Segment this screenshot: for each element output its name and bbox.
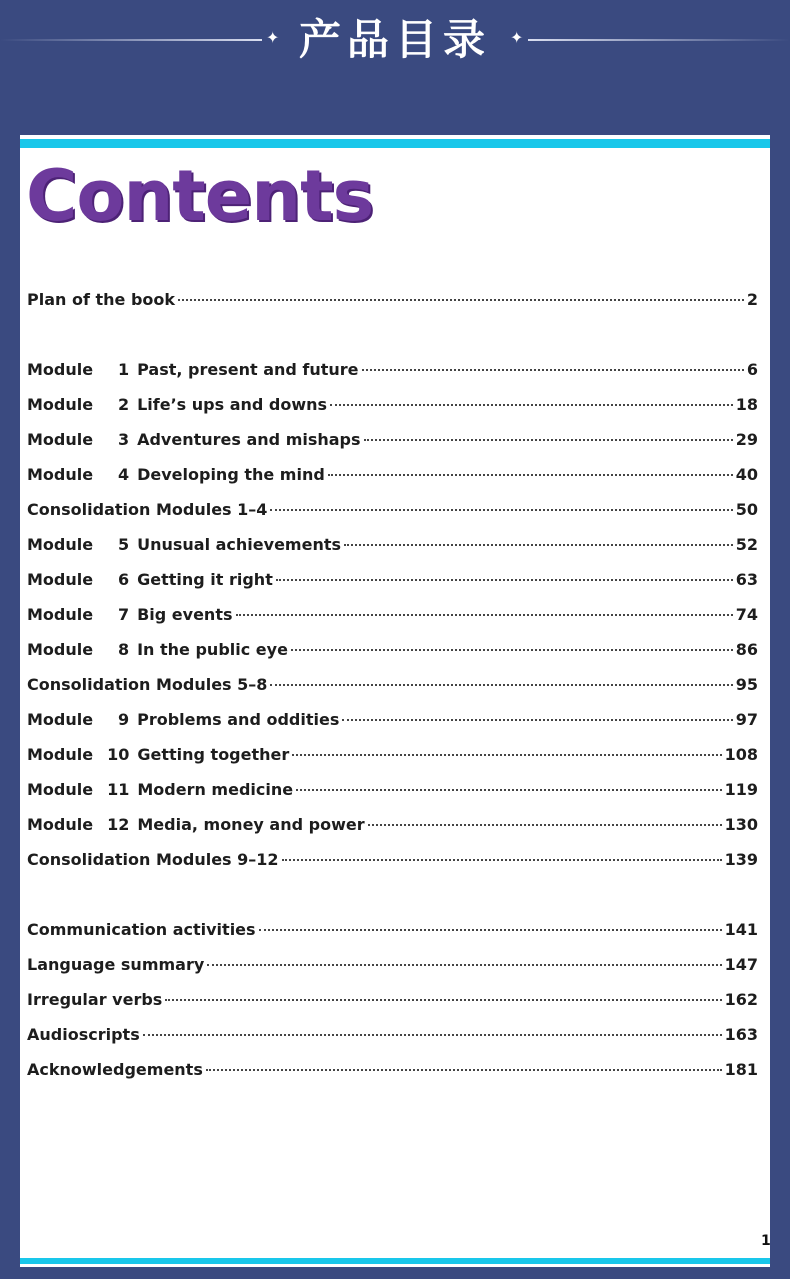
toc-entry[interactable]	[27, 360, 758, 384]
toc-entry-page: 181	[724, 1060, 758, 1079]
module-number: 1	[117, 360, 130, 379]
toc-entry-label: Consolidation Modules 5–8	[27, 675, 268, 694]
toc-entry[interactable]	[27, 535, 758, 559]
toc-entry-label	[27, 745, 289, 764]
module-title: Problems and oddities	[137, 710, 340, 729]
toc-entry[interactable]	[27, 465, 758, 489]
module-word: Module	[27, 430, 94, 449]
toc-entry[interactable]	[27, 640, 758, 664]
module-number: 2	[117, 395, 130, 414]
module-word: Module	[27, 570, 94, 589]
toc-entry[interactable]	[27, 780, 758, 804]
toc-entry-page: 163	[724, 1025, 758, 1044]
toc-entry[interactable]	[27, 675, 758, 699]
toc-entry-page: 18	[735, 395, 758, 414]
toc-entry-page: 63	[735, 570, 758, 589]
toc-entry-label: Plan of the book	[27, 290, 176, 309]
module-title: Life’s ups and downs	[137, 395, 328, 414]
toc-entry-label	[27, 535, 341, 554]
module-title: Getting together	[137, 745, 290, 764]
toc-entry-label	[27, 815, 365, 834]
module-word: Module	[27, 395, 94, 414]
toc-entry[interactable]	[27, 605, 758, 629]
toc-entry[interactable]	[27, 955, 758, 979]
module-number: 12	[107, 815, 130, 834]
toc-entry-page: 95	[735, 675, 758, 694]
module-title: Adventures and mishaps	[137, 430, 361, 449]
toc-entry-label	[27, 640, 288, 659]
module-number: 10	[107, 745, 130, 764]
toc-entry[interactable]	[27, 745, 758, 769]
toc-entry-label	[27, 395, 327, 414]
header-title: 产品目录	[298, 15, 491, 64]
module-word: Module	[27, 465, 94, 484]
module-title: Modern medicine	[137, 780, 294, 799]
toc-entry[interactable]	[27, 430, 758, 454]
module-word: Module	[27, 710, 94, 729]
toc-entry-page: 130	[724, 815, 758, 834]
toc-entry[interactable]	[27, 710, 758, 734]
toc-entry[interactable]	[27, 570, 758, 594]
toc-entry-page: 97	[735, 710, 758, 729]
module-word: Module	[27, 605, 94, 624]
dot-leader	[206, 1069, 722, 1071]
dot-leader	[207, 964, 721, 966]
toc-entry-label	[27, 430, 361, 449]
header-line-right	[528, 39, 790, 41]
header-line-left	[0, 39, 262, 41]
dot-leader	[259, 929, 722, 931]
module-word: Module	[27, 780, 94, 799]
toc-entry-label: Communication activities	[27, 920, 256, 939]
dot-leader	[236, 614, 733, 616]
module-word: Module	[27, 360, 94, 379]
dot-leader	[330, 404, 733, 406]
module-title: Big events	[137, 605, 233, 624]
toc-entry-label	[27, 570, 273, 589]
toc-entry-page: 2	[746, 290, 758, 309]
toc-entry-label: Audioscripts	[27, 1025, 140, 1044]
toc-entry-page: 74	[735, 605, 758, 624]
toc-entry[interactable]	[27, 395, 758, 419]
page-number: 1	[761, 1233, 771, 1249]
header-banner	[0, 0, 790, 135]
module-title: In the public eye	[137, 640, 288, 659]
module-title: Getting it right	[137, 570, 273, 589]
page-title: Contents	[26, 155, 374, 237]
module-title: Unusual achievements	[137, 535, 342, 554]
toc-entry-page: 40	[735, 465, 758, 484]
module-word: Module	[27, 640, 94, 659]
module-number: 7	[117, 605, 130, 624]
module-title: Developing the mind	[137, 465, 325, 484]
star-icon: ✦	[510, 28, 524, 47]
toc-entry[interactable]	[27, 920, 758, 944]
toc-entry-page: 29	[735, 430, 758, 449]
module-title: Media, money and power	[137, 815, 365, 834]
module-number: 6	[117, 570, 130, 589]
toc-entry-label: Consolidation Modules 9–12	[27, 850, 279, 869]
toc-entry-label	[27, 605, 233, 624]
toc-entry-page: 86	[735, 640, 758, 659]
toc-entry-label: Language summary	[27, 955, 205, 974]
dot-leader	[328, 474, 733, 476]
module-word: Module	[27, 745, 94, 764]
module-number: 8	[117, 640, 130, 659]
dot-leader	[296, 789, 721, 791]
toc-entry-page: 139	[724, 850, 758, 869]
module-number: 9	[117, 710, 130, 729]
dot-leader	[364, 439, 733, 441]
dot-leader	[178, 299, 744, 301]
top-rule	[20, 139, 770, 148]
toc-entry-label: Acknowledgements	[27, 1060, 203, 1079]
dot-leader	[276, 579, 733, 581]
dot-leader	[342, 719, 732, 721]
module-word: Module	[27, 535, 94, 554]
contents-page	[20, 135, 770, 1267]
module-title: Past, present and future	[137, 360, 359, 379]
toc-entry-page: 52	[735, 535, 758, 554]
star-icon: ✦	[266, 28, 280, 47]
toc-entry-page: 141	[724, 920, 758, 939]
dot-leader	[292, 754, 721, 756]
toc-entry[interactable]	[27, 990, 758, 1014]
toc-entry-page: 119	[724, 780, 758, 799]
dot-leader	[270, 684, 732, 686]
dot-leader	[165, 999, 721, 1001]
bottom-rule	[20, 1258, 770, 1264]
dot-leader	[368, 824, 722, 826]
module-word: Module	[27, 815, 94, 834]
dot-leader	[344, 544, 733, 546]
toc-entry[interactable]	[27, 1025, 758, 1049]
toc-entry-label	[27, 780, 293, 799]
toc-entry-page: 162	[724, 990, 758, 1009]
dot-leader	[270, 509, 732, 511]
dot-leader	[282, 859, 722, 861]
dot-leader	[291, 649, 733, 651]
module-number: 3	[117, 430, 130, 449]
module-number: 4	[117, 465, 130, 484]
toc-entry-label: Irregular verbs	[27, 990, 163, 1009]
toc-entry[interactable]	[27, 290, 758, 314]
dot-leader	[143, 1034, 722, 1036]
toc-entry[interactable]	[27, 500, 758, 524]
toc-entry-page: 108	[724, 745, 758, 764]
toc-entry-label	[27, 710, 339, 729]
toc-entry-page: 147	[724, 955, 758, 974]
toc-entry-page: 50	[735, 500, 758, 519]
module-number: 5	[117, 535, 130, 554]
toc-entry[interactable]	[27, 850, 758, 874]
toc-entry[interactable]	[27, 1060, 758, 1084]
toc-entry-label	[27, 360, 359, 379]
toc-entry-label: Consolidation Modules 1–4	[27, 500, 268, 519]
toc-entry-page: 6	[746, 360, 758, 379]
toc-entry-label	[27, 465, 325, 484]
toc-entry[interactable]	[27, 815, 758, 839]
module-number: 11	[107, 780, 130, 799]
dot-leader	[362, 369, 744, 371]
